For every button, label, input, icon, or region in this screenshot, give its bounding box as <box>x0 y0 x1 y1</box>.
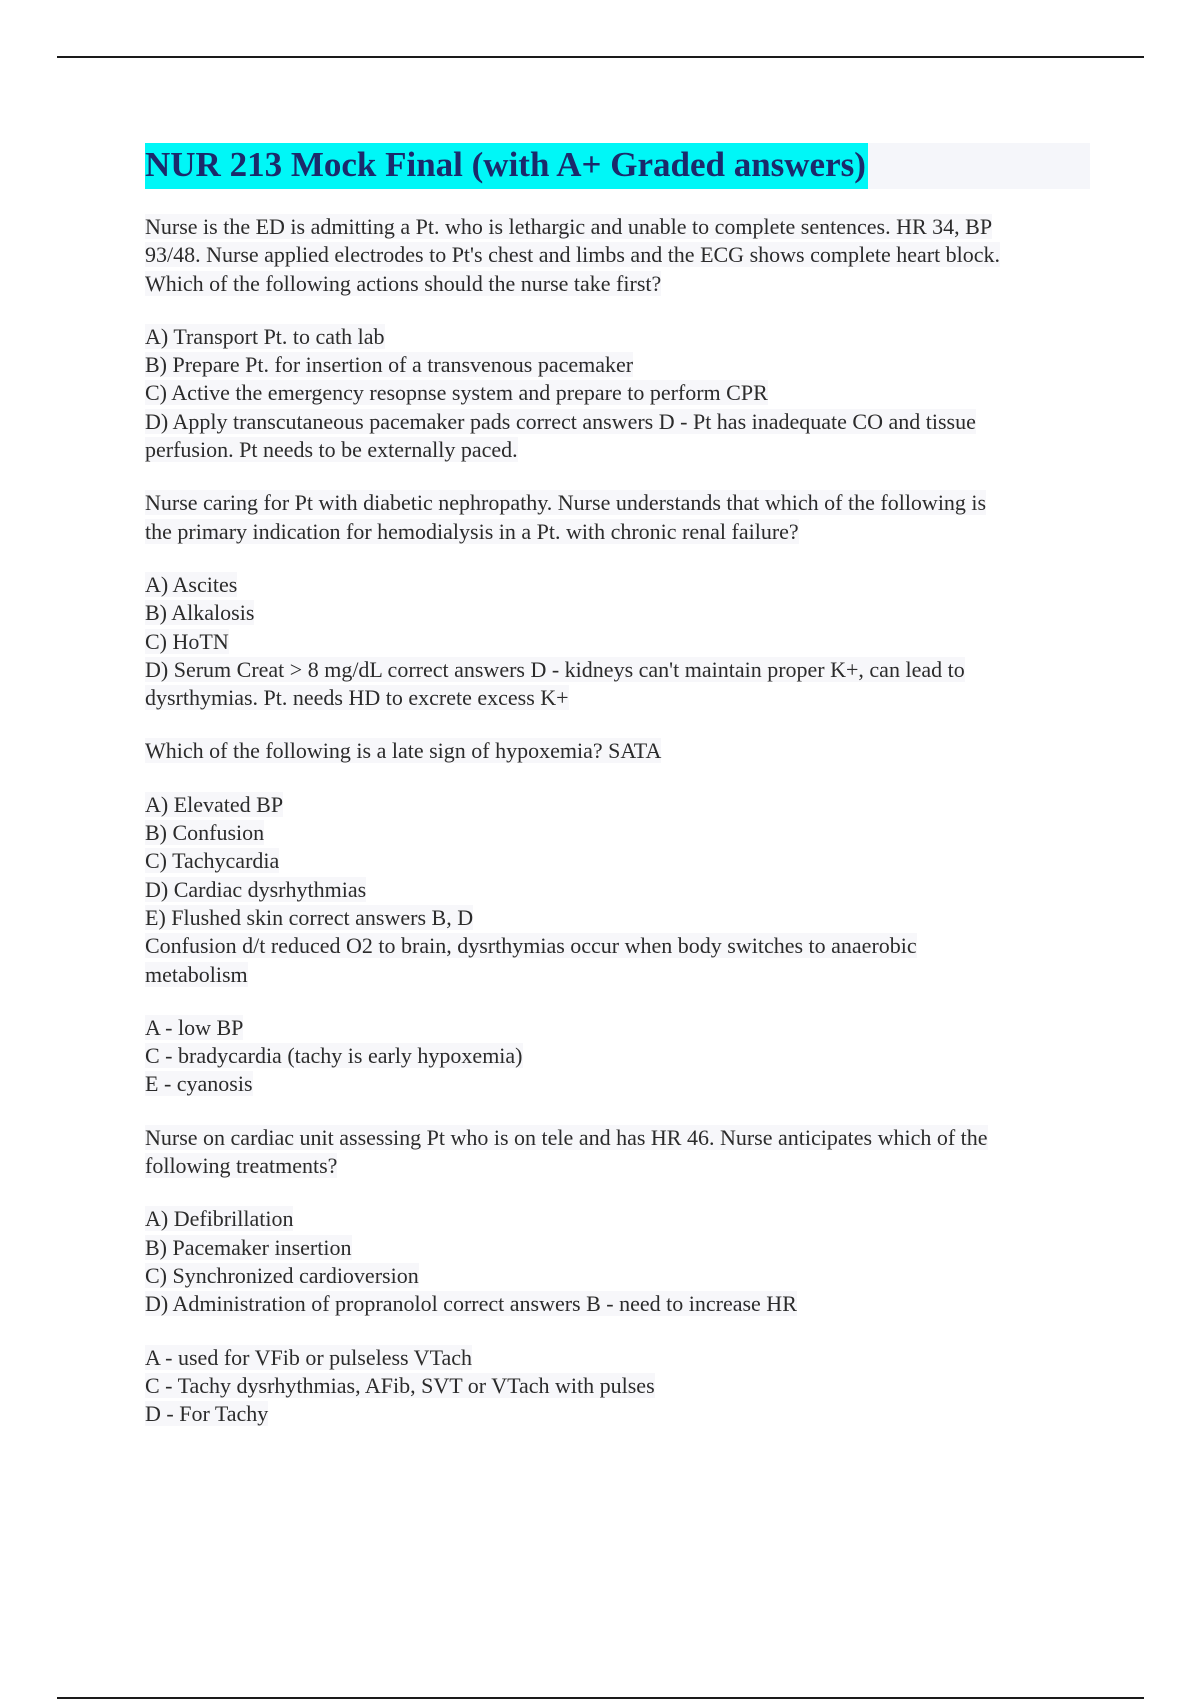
text-line-content: metabolism <box>145 961 248 987</box>
text-line-content: 93/48. Nurse applied electrodes to Pt's chest and limbs and the ECG shows complete heart block. <box>145 242 1001 268</box>
text-line-content: following treatments? <box>145 1153 338 1179</box>
text-line <box>145 408 1090 436</box>
text-line-content: C) Active the emergency resopnse system and prepare to perform CPR <box>145 380 768 406</box>
text-line <box>145 628 1090 656</box>
paragraph <box>145 1205 1090 1318</box>
text-line-content: D) Administration of propranolol correct answers B - need to increase HR <box>145 1291 797 1317</box>
text-line-content: B) Pacemaker insertion <box>145 1234 352 1260</box>
text-line-content: B) Confusion <box>145 820 265 846</box>
text-line-content: the primary indication for hemodialysis in a Pt. with chronic renal failure? <box>145 518 799 544</box>
bottom-rule <box>57 1697 1144 1699</box>
text-line-content: D) Cardiac dysrhythmias <box>145 876 367 902</box>
text-line <box>145 1152 1090 1180</box>
paragraph <box>145 1344 1090 1429</box>
paragraph <box>145 213 1090 298</box>
text-line <box>145 571 1090 599</box>
text-line <box>145 1290 1090 1318</box>
paragraph <box>145 737 1090 765</box>
paragraph <box>145 323 1090 464</box>
text-line <box>145 656 1090 684</box>
text-line <box>145 1014 1090 1042</box>
text-line <box>145 1344 1090 1372</box>
text-line <box>145 904 1090 932</box>
paragraph <box>145 489 1090 546</box>
text-line <box>145 351 1090 379</box>
paragraph <box>145 791 1090 989</box>
text-line-content: A) Defibrillation <box>145 1206 294 1232</box>
text-line-content: E) Flushed skin correct answers B, D <box>145 904 474 930</box>
text-line <box>145 270 1090 298</box>
text-line-content: Which of the following actions should the nurse take first? <box>145 270 662 296</box>
text-line-content: D) Serum Creat > 8 mg/dL correct answers D - kidneys can't maintain proper K+, can lead to <box>145 656 965 682</box>
text-line-content: E - cyanosis <box>145 1071 253 1097</box>
document-body <box>145 143 1090 1453</box>
text-line-content: D) Apply transcutaneous pacemaker pads correct answers D - Pt has inadequate CO and tissue <box>145 408 976 434</box>
paragraph <box>145 1014 1090 1099</box>
text-line-content: Nurse caring for Pt with diabetic nephropathy. Nurse understands that which of the following is <box>145 490 987 516</box>
text-line <box>145 819 1090 847</box>
text-line-content: Nurse on cardiac unit assessing Pt who is on tele and has HR 46. Nurse anticipates which of the <box>145 1124 988 1150</box>
text-line-content: C) Synchronized cardioversion <box>145 1262 419 1288</box>
text-line <box>145 518 1090 546</box>
text-line-content: perfusion. Pt needs to be externally paced. <box>145 437 518 463</box>
text-line <box>145 1262 1090 1290</box>
text-line-content: A - used for VFib or pulseless VTach <box>145 1344 473 1370</box>
text-line <box>145 932 1090 960</box>
top-rule <box>57 56 1144 58</box>
text-line-content: Confusion d/t reduced O2 to brain, dysrthymias occur when body switches to anaerobic <box>145 933 917 959</box>
text-line <box>145 737 1090 765</box>
text-line-content: Which of the following is a late sign of hypoxemia? SATA <box>145 738 662 764</box>
text-line <box>145 436 1090 464</box>
text-line-content: dysrthymias. Pt. needs HD to excrete excess K+ <box>145 685 569 711</box>
text-line <box>145 876 1090 904</box>
text-line-content: C - Tachy dysrhythmias, AFib, SVT or VTach with pulses <box>145 1372 655 1398</box>
text-line <box>145 1205 1090 1233</box>
text-line <box>145 1372 1090 1400</box>
paragraph <box>145 571 1090 712</box>
text-line <box>145 1042 1090 1070</box>
text-line <box>145 791 1090 819</box>
text-line <box>145 1070 1090 1098</box>
text-line-content: B) Prepare Pt. for insertion of a transvenous pacemaker <box>145 352 634 378</box>
text-line <box>145 599 1090 627</box>
text-line-content: C) HoTN <box>145 628 229 654</box>
text-line <box>145 241 1090 269</box>
paragraph <box>145 1124 1090 1181</box>
text-line <box>145 379 1090 407</box>
text-line-content: D - For Tachy <box>145 1401 269 1427</box>
text-line <box>145 847 1090 875</box>
text-line-content: C - bradycardia (tachy is early hypoxemia) <box>145 1043 523 1069</box>
page-title: NUR 213 Mock Final (with A+ Graded answers) <box>145 143 868 189</box>
text-line <box>145 323 1090 351</box>
text-line <box>145 489 1090 517</box>
paragraph-list <box>145 213 1090 1428</box>
text-line <box>145 1234 1090 1262</box>
text-line-content: A - low BP <box>145 1014 244 1040</box>
text-line <box>145 1400 1090 1428</box>
text-line <box>145 961 1090 989</box>
text-line-content: B) Alkalosis <box>145 600 255 626</box>
text-line-content: A) Elevated BP <box>145 791 284 817</box>
text-line-content: A) Transport Pt. to cath lab <box>145 323 385 349</box>
text-line <box>145 213 1090 241</box>
text-line-content: Nurse is the ED is admitting a Pt. who is lethargic and unable to complete sentences. HR 34, BP <box>145 214 993 239</box>
title-bar <box>145 143 1090 189</box>
text-line <box>145 1124 1090 1152</box>
text-line-content: C) Tachycardia <box>145 848 280 874</box>
text-line <box>145 684 1090 712</box>
text-line-content: A) Ascites <box>145 571 238 597</box>
